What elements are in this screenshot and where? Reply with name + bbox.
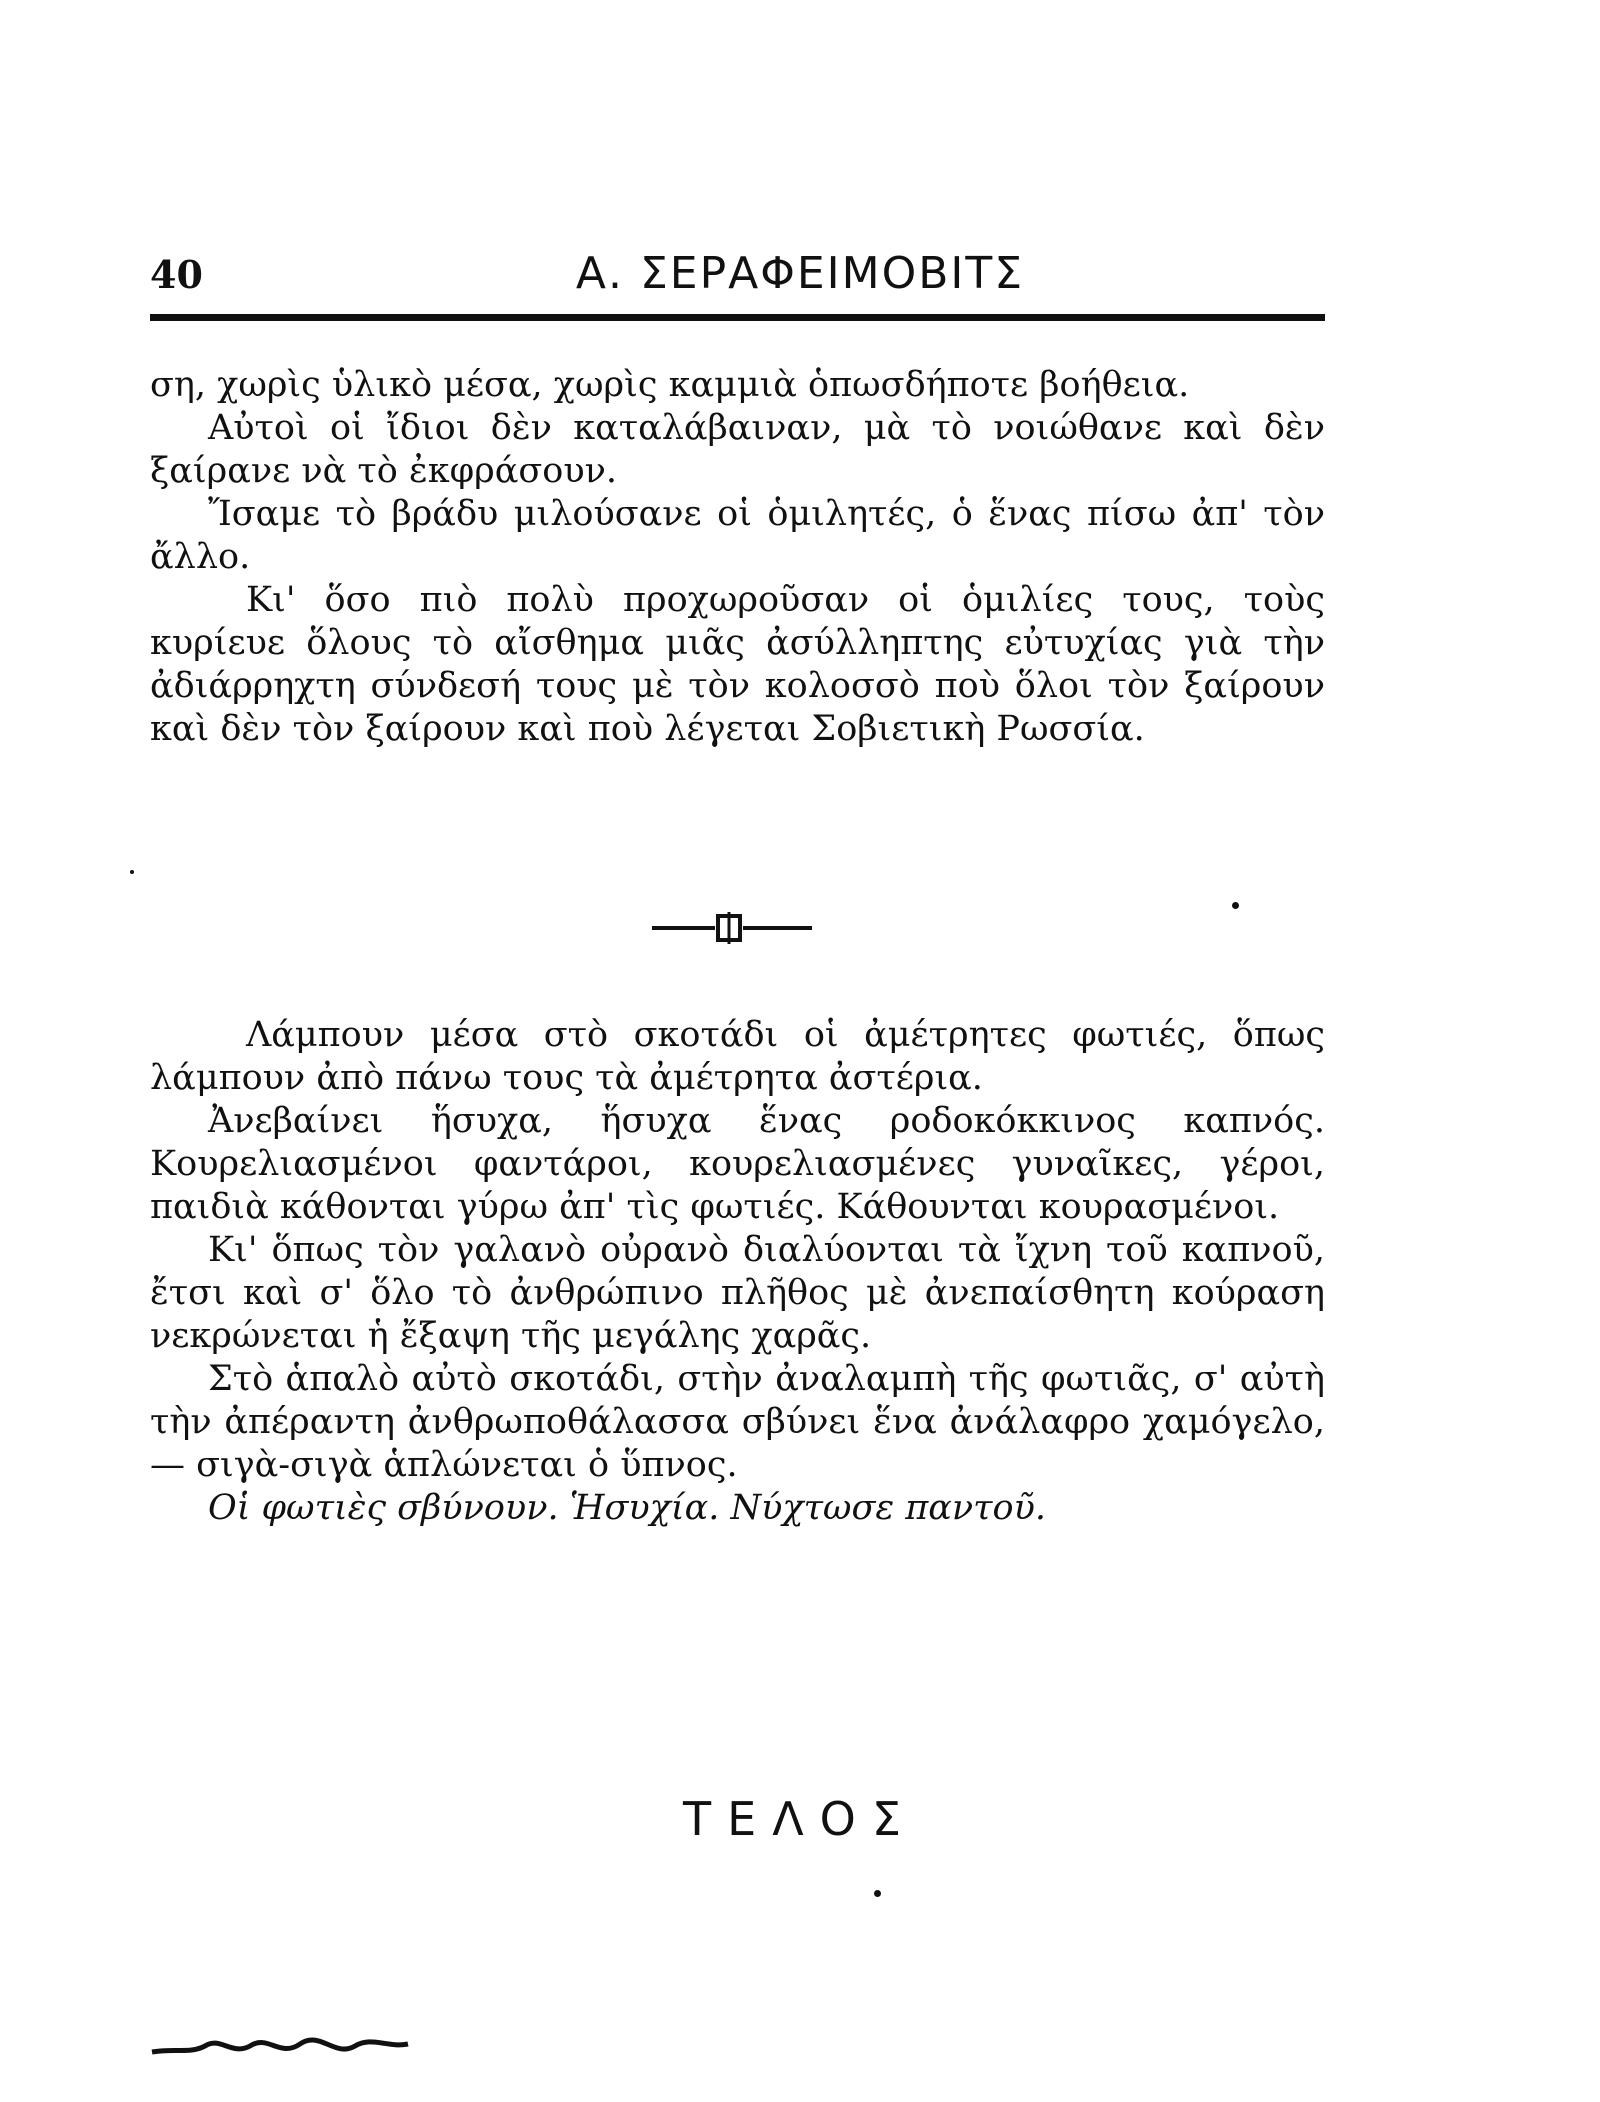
paragraph: Στὸ ἁπαλὸ αὐτὸ σκοτάδι, στὴν ἀναλαμπὴ τῆς φωτιᾶς, σ' αὐτὴ τὴν ἀπέραντη ἀνθρωποθάλασσα σβύνει ἕνα ἀνάλαφρο χαμόγελο, — σιγὰ-σιγὰ ἁπλώνεται ὁ ὕπνος.: [150, 1359, 1325, 1485]
header-rule: [150, 314, 1325, 321]
print-speck: [130, 870, 134, 874]
text-block-1: [150, 364, 1325, 751]
telos-end-mark: ΤΕΛΟΣ: [683, 1792, 917, 1846]
paragraph: Λάμπουν μέσα στὸ σκοτάδι οἱ ἀμέτρητες φωτιές, ὅπως λάμπουν ἀπὸ πάνω τους τὰ ἀμέτρητα ἀστέρια.: [150, 1015, 1325, 1098]
print-speck: [1232, 902, 1239, 909]
section-ornament: [650, 908, 815, 948]
paragraph-continuation: ση, χωρὶς ὑλικὸ μέσα, χωρὶς καμμιὰ ὁπωσδήποτε βοήθεια.: [150, 365, 1190, 405]
page-number: 40: [150, 252, 203, 297]
text-block-2: [150, 1014, 1325, 1530]
paragraph-italic: Οἱ φωτιὲς σβύνουν. Ἡσυχία. Νύχτωσε παντοῦ.: [208, 1488, 1047, 1528]
paragraph: Αὐτοὶ οἱ ἴδιοι δὲν καταλάβαιναν, μὰ τὸ νοιώθανε καὶ δὲν ξαίρανε νὰ τὸ ἐκφράσουν.: [150, 408, 1325, 491]
decorative-squiggle-icon: [150, 2018, 410, 2068]
print-speck: [874, 1890, 881, 1897]
paragraph: Κι' ὅσο πιὸ πολὺ προχωροῦσαν οἱ ὁμιλίες τους, τοὺς κυρίευε ὅλους τὸ αἴσθημα μιᾶς ἀσύλληπτης εὐτυχίας γιὰ τὴν ἀδιάρρηχτη σύνδεσή τους μὲ τὸν κολοσσὸ ποὺ ὅλοι τὸν ξαίρουν καὶ δὲν τὸν ξαίρουν καὶ ποὺ λέγεται Σοβιετικὴ Ρωσσία.: [150, 580, 1325, 749]
paragraph: Ἴσαμε τὸ βράδυ μιλούσανε οἱ ὁμιλητές, ὁ ἕνας πίσω ἀπ' τὸν ἄλλο.: [150, 494, 1325, 577]
paragraph: Κι' ὅπως τὸν γαλανὸ οὐρανὸ διαλύονται τὰ ἴχνη τοῦ καπνοῦ, ἔτσι καὶ σ' ὅλο τὸ ἀνθρώπινο πλῆθος μὲ ἀνεπαίσθητη κούραση νεκρώνεται ἡ ἔξαψη τῆς μεγάλης χαρᾶς.: [150, 1230, 1325, 1356]
paragraph: Ἀνεβαίνει ἥσυχα, ἥσυχα ἕνας ροδοκόκκινος καπνός. Κουρελιασμένοι φαντάροι, κουρελιασμένες γυναῖκες, γέροι, παιδιὰ κάθονται γύρω ἀπ' τὶς φωτιές. Κάθουνται κουρασμένοι.: [150, 1101, 1325, 1227]
running-title: Α. ΣΕΡΑΦΕΙΜΟΒΙΤΣ: [575, 248, 1025, 299]
